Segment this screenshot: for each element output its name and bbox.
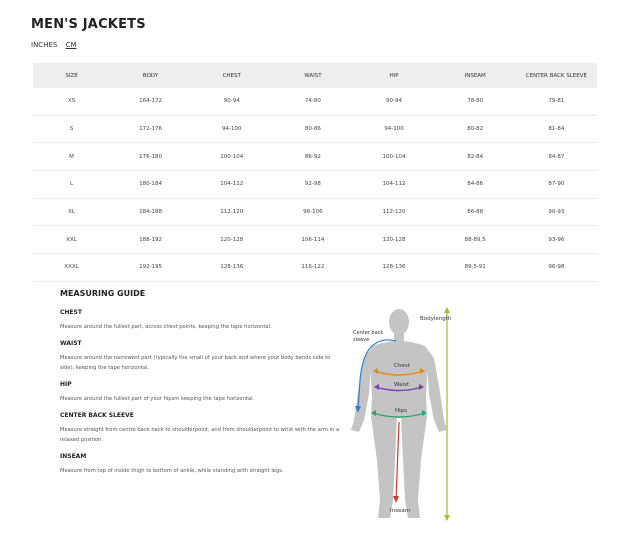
table-cell: 176-180 [110, 143, 191, 171]
table-cell: 86-88 [435, 198, 516, 226]
guide-text: Measure around the fullest part of your hipsm keeping the tape horizontal. [60, 396, 255, 402]
table-header-row [33, 63, 597, 88]
guide-text: Measure from top of inside thigh to bottom of ankle, while standing with straight legs. [60, 468, 284, 474]
guide-section-chest [60, 309, 345, 332]
table-cell: 128-136 [353, 254, 434, 282]
unit-inches-link[interactable]: INCHES [31, 41, 58, 49]
table-row [33, 226, 597, 254]
guide-section-inseam [60, 453, 345, 476]
measuring-guide [60, 289, 345, 484]
table-cell: 81-84 [516, 115, 597, 143]
table-cell: 88-89,5 [435, 226, 516, 254]
table-cell: 84-87 [516, 143, 597, 171]
guide-text: Measure straight from centre back neck to shoulderpoint, and from shoulderpoint to wrist with the arm in a relaxed position. [60, 427, 340, 443]
table-row [33, 143, 597, 171]
header-center-back-sleeve: CENTER BACK SLEEVE [516, 63, 597, 88]
guide-section-hip [60, 381, 345, 404]
label-bodylength: Bodylength [420, 316, 452, 322]
table-cell: XXXL [33, 254, 110, 282]
table-row [33, 198, 597, 226]
unit-cm-link[interactable]: CM [65, 41, 77, 49]
table-cell: XS [33, 88, 110, 115]
table-row [33, 115, 597, 143]
table-cell: 89,5-91 [435, 254, 516, 282]
table-cell: 100-104 [191, 143, 272, 171]
table-cell: S [33, 115, 110, 143]
table-cell: 80-86 [272, 115, 353, 143]
table-cell: 92-98 [272, 171, 353, 199]
table-cell: 90-94 [191, 88, 272, 115]
table-cell: 188-192 [110, 226, 191, 254]
table-row [33, 88, 597, 115]
table-cell: 104-112 [353, 171, 434, 199]
table-cell: 78-80 [435, 88, 516, 115]
header-size: SIZE [33, 63, 110, 88]
table-row [33, 254, 597, 282]
header-inseam: INSEAM [435, 63, 516, 88]
label-center-back-sleeve-line1: Center back [353, 330, 384, 336]
table-cell: 112-120 [353, 198, 434, 226]
table-cell: 172-176 [110, 115, 191, 143]
label-hips: Hips [395, 408, 408, 414]
guide-section-center-back-sleeve [60, 412, 345, 445]
guide-text: Measure around the fullest part, across chest points, keeping the tape horizontal. [60, 324, 272, 330]
table-cell: 112-120 [191, 198, 272, 226]
table-cell: 192-195 [110, 254, 191, 282]
bodylength-line [444, 307, 450, 521]
guide-heading: CENTER BACK SLEEVE [60, 412, 134, 419]
table-cell: 82-84 [435, 143, 516, 171]
table-cell: 84-86 [435, 171, 516, 199]
table-row [33, 171, 597, 199]
header-body: BODY [110, 63, 191, 88]
header-hip: HIP [353, 63, 434, 88]
header-waist: WAIST [272, 63, 353, 88]
table-cell: 120-128 [353, 226, 434, 254]
label-waist: Waist [394, 382, 410, 388]
table-cell: 164-172 [110, 88, 191, 115]
table-cell: L [33, 171, 110, 199]
table-cell: 98-106 [272, 198, 353, 226]
table-cell: XL [33, 198, 110, 226]
table-cell: 104-112 [191, 171, 272, 199]
table-cell: 94-100 [353, 115, 434, 143]
header-chest: CHEST [191, 63, 272, 88]
guide-heading: CHEST [60, 309, 82, 316]
table-cell: M [33, 143, 110, 171]
table-cell: 74-80 [272, 88, 353, 115]
table-cell: 116-122 [272, 254, 353, 282]
guide-heading: HIP [60, 381, 72, 388]
guide-heading: WAIST [60, 340, 82, 347]
table-cell: 94-100 [191, 115, 272, 143]
label-inseam: Inseam [390, 508, 411, 514]
table-cell: 90-94 [353, 88, 434, 115]
body-measurement-figure [340, 300, 470, 525]
table-cell: 79-81 [516, 88, 597, 115]
table-cell: 184-188 [110, 198, 191, 226]
table-cell: 120-128 [191, 226, 272, 254]
guide-text: Measure around the narrowest part (typically the small of your back and where your body bends side to side), keeping the tape horizontal. [60, 355, 331, 371]
guide-title: MEASURING GUIDE [60, 289, 146, 298]
table-cell: 106-114 [272, 226, 353, 254]
table-cell: 96-98 [516, 254, 597, 282]
table-cell: 90-93 [516, 198, 597, 226]
table-cell: XXL [33, 226, 110, 254]
guide-section-waist [60, 340, 345, 373]
page-title: MEN'S JACKETS [31, 17, 146, 32]
size-table [33, 63, 597, 282]
guide-heading: INSEAM [60, 453, 87, 460]
table-cell: 180-184 [110, 171, 191, 199]
table-cell: 93-96 [516, 226, 597, 254]
table-cell: 86-92 [272, 143, 353, 171]
table-cell: 87-90 [516, 171, 597, 199]
label-chest: Chest [394, 363, 410, 369]
table-cell: 100-104 [353, 143, 434, 171]
unit-toggle [31, 41, 77, 49]
table-cell: 80-82 [435, 115, 516, 143]
table-cell: 128-136 [191, 254, 272, 282]
label-center-back-sleeve-line2: sleeve [353, 337, 370, 343]
